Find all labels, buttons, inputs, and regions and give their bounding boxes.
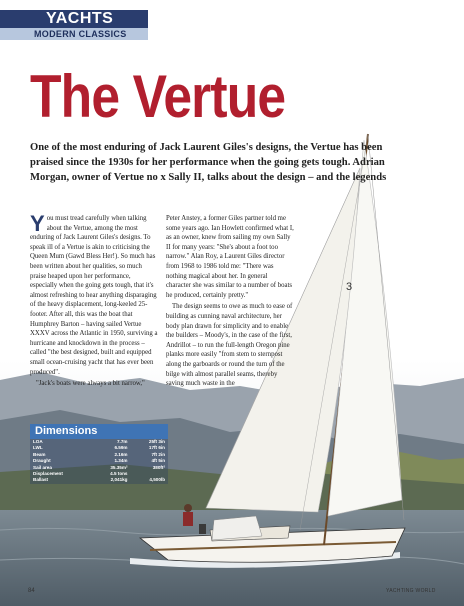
article-standfirst: One of the most enduring of Jack Laurent Giles's designs, the Vertue has been praised since the 1930s for her performance when the going gets tough. Adrian Morgan, owner of Vertue no x Sally II, talks about the design – and the legends xyxy=(30,142,387,183)
dim-metric: 1.34m xyxy=(114,458,128,464)
dimensions-title: Dimensions xyxy=(30,424,168,439)
dim-label: Draught xyxy=(33,458,51,464)
dim-imperial: 7ft 2in xyxy=(151,451,165,457)
article-title: The Vertue xyxy=(30,63,286,130)
dim-label: Sail area xyxy=(33,464,52,470)
body-column-1 xyxy=(30,211,158,391)
dim-metric: 35.35m² xyxy=(110,464,128,470)
subsection-label: MODERN CLASSICS xyxy=(0,28,148,40)
dim-imperial: 4ft 5in xyxy=(151,458,165,464)
dim-imperial: 4,500lb xyxy=(149,477,165,483)
body-column-2 xyxy=(166,214,294,391)
dim-metric: 2.16m xyxy=(114,451,128,457)
body-paragraph: "Jack's boats were always a bit narrow," xyxy=(36,380,145,388)
drop-cap: Y xyxy=(30,211,45,236)
dim-metric: 7.7m xyxy=(117,439,128,444)
table-row xyxy=(30,477,168,483)
dim-label: LOA xyxy=(33,439,43,444)
dim-imperial: 25ft 3in xyxy=(148,439,165,444)
dimensions-table xyxy=(30,439,168,484)
dim-label: LWL xyxy=(33,445,43,451)
dimensions-box xyxy=(30,424,168,484)
magazine-name: YACHTING WORLD xyxy=(386,588,436,594)
body-paragraph: Peter Anstey, a former Giles partner told me some years ago. Ian Howlett confirmed what I, as an owner, knew from sailing my own Sally II for many years: "She's about a foot too narrow." Alan Roy, a Laurent Giles director from 1968 to 1986 told me: "There was nothing magical about her. In general character she was similar to a number of boats he produced, certainly pretty." xyxy=(166,215,294,299)
dim-metric: 2,041kg xyxy=(110,477,128,483)
dim-imperial: 380ft² xyxy=(152,464,165,470)
paragraph-text: ou must tread carefully when talking about the Vertue, among the most enduring of Jack Laurent Giles's designs. To speak ill of a Vertue is akin to criticising the Queen Mum (Gawd Bless Her!). So much has been written about her qualities, so much praise heaped upon her performance, especially when the going gets tough, that it's almost refreshing to hear anything disparaging of the heavy displacement, long-keeled 25-footer. After all, this was the boat that Humphrey Barton – having sailed Vertue XXXV across the Atlantic in 1950, surviving a hurricane and knockdown in the process – called "the best designed, built and equipped small ocean-cruising yacht that has ever been produced". xyxy=(30,215,158,376)
dim-imperial: 17ft 6in xyxy=(148,445,165,451)
section-label: YACHTS xyxy=(0,10,148,28)
page-number: 84 xyxy=(28,588,35,594)
section-header xyxy=(0,10,148,40)
body-paragraph: The design seems to owe as much to ease of building as cunning naval architecture, her body plan drawn for simplicity and to enable the builders – Moody's, in the case of the first, Andrillot – to run the full-length Oregon pine planks more easily "from stem to sternpost along the garboards or round the turn of the bilge with almost parallel seams, thereby saving much waste in the xyxy=(166,303,293,388)
svg-text:3: 3 xyxy=(346,281,353,293)
dim-label: Ballast xyxy=(33,477,49,483)
dim-metric: 4.5 tons xyxy=(110,471,128,477)
body-paragraph xyxy=(30,211,158,377)
dim-label: Beam xyxy=(33,451,46,457)
dim-label: Displacement xyxy=(33,471,63,477)
dim-metric: 6.59m xyxy=(114,445,128,451)
